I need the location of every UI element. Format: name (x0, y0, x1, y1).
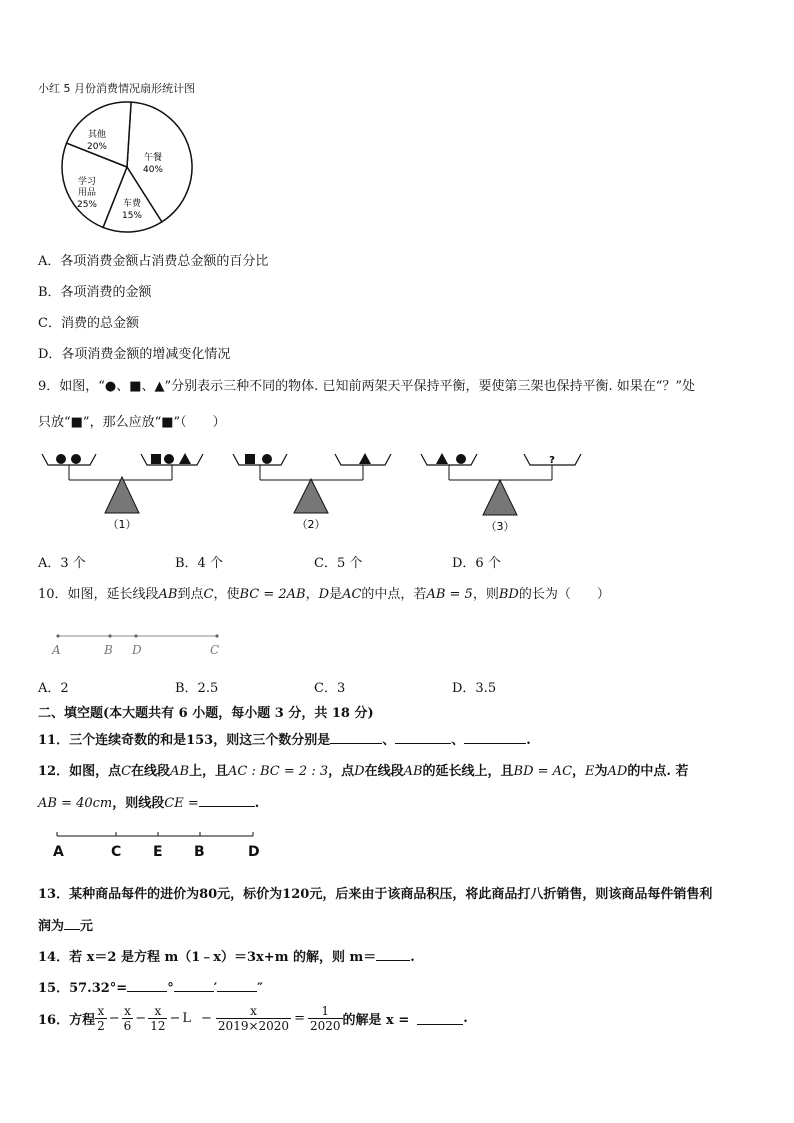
q15-blank-min (174, 979, 214, 992)
q12-label-e: E (153, 844, 163, 860)
q9-option-b: B．4 个 (175, 556, 223, 571)
pie-pct-other: 20% (86, 142, 108, 152)
q12-line2: AB = 40cm，则线段CE = . (38, 796, 260, 811)
circle-icon (71, 454, 81, 464)
q9-option-d: D．6 个 (452, 556, 501, 571)
q15-blank-sec (217, 979, 257, 992)
q12-label-c: C (111, 844, 122, 860)
balance-1 (42, 453, 203, 531)
q12-blank (199, 794, 255, 807)
q8-option-c: C．消费的总金额 (38, 316, 139, 331)
q14-text: 14．若 x＝2 是方程 m（1﹣x）＝3x+m 的解，则 m＝ . (38, 950, 415, 965)
circle-icon (56, 454, 66, 464)
circle-icon (456, 454, 466, 464)
balance-1-caption: （1） (107, 518, 137, 531)
question-mark: ? (549, 455, 555, 466)
q9-option-c: C．5 个 (314, 556, 363, 571)
pie-label-lunch: 午餐 (143, 153, 163, 163)
q14-blank (376, 948, 410, 961)
pie-label-fare: 车费 (122, 199, 142, 209)
balance-figure (38, 445, 598, 540)
q10-option-b: B．2.5 (175, 681, 219, 696)
q10-option-d: D．3.5 (452, 681, 497, 696)
triangle-icon (179, 453, 191, 464)
q13-line2: 润为 元 (38, 919, 94, 934)
q13-blank (64, 917, 80, 930)
q11-text: 11．三个连续奇数的和是153，则这三个数分别是 、 、 . (38, 733, 531, 748)
circle-icon (262, 454, 272, 464)
square-icon (151, 454, 161, 464)
q10-label-b: B (104, 643, 113, 657)
pie-chart (55, 100, 200, 235)
q10-label-a: A (52, 643, 61, 657)
balance-3 (421, 453, 581, 533)
balance-2-caption: （2） (296, 518, 326, 531)
q11-blank-3 (464, 731, 526, 744)
balance-3-caption: （3） (485, 520, 515, 533)
pie-caption: 小红 5 月份消费情况扇形统计图 (38, 82, 195, 95)
balance-2 (233, 453, 391, 531)
q13-line1: 13．某种商品每件的进价为80元，标价为120元，后来由于该商品积压，将此商品打八折销售，则该商品每件销售利 (38, 887, 713, 902)
section-2-heading: 二、填空题(本大题共有 6 小题，每小题 3 分，共 18 分) (38, 706, 374, 721)
pie-label-study-1: 学习 (77, 177, 97, 187)
q11-blank-1 (330, 731, 382, 744)
pie-pct-fare: 15% (121, 211, 143, 221)
pie-label-study-2: 用品 (77, 188, 97, 198)
triangle-icon (359, 453, 371, 464)
pie-label-other: 其他 (87, 130, 107, 140)
q10-option-c: C．3 (314, 681, 346, 696)
q10-text: 10．如图，延长线段AB到点C，使BC = 2AB，D是AC的中点，若AB = 5，则BD的长为（ ） (38, 587, 610, 602)
q10-label-d: D (132, 643, 142, 657)
q12-label-d: D (248, 844, 260, 860)
square-icon (245, 454, 255, 464)
q9-line2: 只放“■”，那么应放“■”（ ） (38, 415, 226, 430)
q16-blank (417, 1012, 463, 1025)
q10-option-a: A．2 (38, 681, 69, 696)
q8-option-a: A．各项消费金额占消费总金额的百分比 (38, 254, 269, 269)
pie-pct-study: 25% (76, 200, 98, 210)
q9-line1: 9．如图，“●、■、▲”分别表示三种不同的物体. 已知前两架天平保持平衡，要使第三架也保持平衡. 如果在“？”处 (38, 379, 696, 394)
circle-icon (164, 454, 174, 464)
q8-option-b: B．各项消费的金额 (38, 285, 152, 300)
pie-pct-lunch: 40% (142, 165, 164, 175)
q10-label-c: C (210, 643, 220, 657)
q12-label-b: B (194, 844, 205, 860)
q15-blank-deg (127, 979, 167, 992)
q11-blank-2 (395, 731, 451, 744)
q15-text: 15．57.32°= ° ′ ″ (38, 981, 263, 996)
q8-option-d: D．各项消费金额的增减变化情况 (38, 347, 231, 362)
triangle-icon (436, 453, 448, 464)
q12-label-a: A (53, 844, 64, 860)
q16-equation: 16．方程 $\frac{x}{2}$ − $\frac{x}{6}$ − $\frac{x}{12}$ − L − $\frac{x}{2019\times 2020}$ = $\frac{1}{2020}$ 的解是 x = . (38, 1004, 468, 1033)
q12-segment-figure (48, 828, 273, 862)
q9-option-a: A．3 个 (38, 556, 86, 571)
q10-segment-figure (48, 628, 238, 660)
q12-line1: 12．如图，点C在线段AB上，且AC : BC = 2 : 3，点D在线段AB的延长线上，且BD = AC，E为AD的中点. 若 (38, 764, 689, 779)
